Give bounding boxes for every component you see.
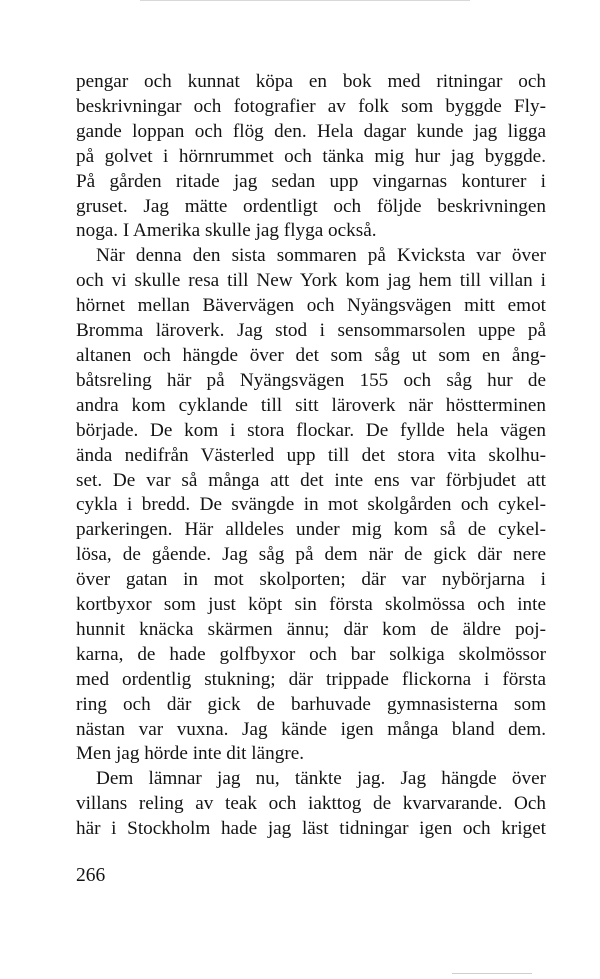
text-line: ring och där gick de barhuvade gymnasisterna som	[76, 693, 546, 715]
text-line: Bromma läroverk. Jag stod i sensommarsolen uppe på	[76, 320, 546, 342]
top-scan-edge	[140, 0, 470, 1]
text-line: här i Stockholm hade jag läst tidningar igen och kriget	[76, 818, 546, 840]
text-line: På gården ritade jag sedan upp vingarnas konturer i	[76, 170, 546, 192]
text-line: beskrivningar och fotografier av folk som byggde Fly-	[76, 95, 546, 117]
text-line: hörnet mellan Bävervägen och Nyängsvägen mitt emot	[76, 295, 546, 317]
text-line: kortbyxor som just köpt sin första skolmössa och inte	[76, 594, 546, 616]
text-line: nästan var vuxna. Jag kände igen många bland dem.	[76, 718, 546, 740]
text-line: parkeringen. Här alldeles under mig kom så de cykel-	[76, 519, 546, 541]
text-line: set. De var så många att det inte ens var förbjudet att	[76, 469, 546, 491]
text-line: cykla i bredd. De svängde in mot skolgården och cykel-	[76, 494, 546, 516]
text-line: Men jag hörde inte dit längre.	[76, 743, 305, 765]
bottom-scan-edge	[452, 973, 532, 974]
text-line: villans reling av teak och iakttog de kvarvarande. Och	[76, 793, 546, 815]
text-line: började. De kom i stora flockar. De fyllde hela vägen	[76, 419, 546, 441]
body-text	[76, 70, 546, 842]
text-line: andra kom cyklande till sitt läroverk när höstterminen	[76, 394, 546, 416]
text-line: lösa, de gående. Jag såg på dem när de gick där nere	[76, 544, 546, 566]
text-line: Dem lämnar jag nu, tänkte jag. Jag hängde över	[96, 768, 546, 790]
text-line: ända nedifrån Västerled upp till det stora vita skolhu-	[76, 444, 546, 466]
text-line: och vi skulle resa till New York kom jag hem till villan i	[76, 270, 546, 292]
text-line: gande loppan och flög den. Hela dagar kunde jag ligga	[76, 120, 546, 142]
text-line: över gatan in mot skolporten; där var nybörjarna i	[76, 569, 546, 591]
paragraph-2	[76, 244, 546, 767]
text-line: karna, de hade golfbyxor och bar solkiga skolmössor	[76, 643, 546, 665]
paragraph-1	[76, 70, 546, 244]
text-line: altanen och hängde över det som såg ut som en ång-	[76, 344, 546, 366]
page-number: 266	[76, 865, 106, 886]
text-line: med ordentlig stukning; där trippade flickorna i första	[76, 668, 546, 690]
text-line: gruset. Jag mätte ordentligt och följde beskrivningen	[76, 195, 546, 217]
text-line: hunnit knäcka skärmen ännu; där kom de äldre poj-	[76, 618, 546, 640]
text-line: på golvet i hörnrummet och tänka mig hur jag byggde.	[76, 145, 546, 167]
text-line: pengar och kunnat köpa en bok med ritningar och	[76, 71, 546, 92]
text-line: När denna den sista sommaren på Kvicksta var över	[96, 245, 546, 267]
paragraph-3	[76, 767, 546, 842]
text-line: båtsreling här på Nyängsvägen 155 och såg hur de	[76, 369, 546, 391]
text-line: noga. I Amerika skulle jag flyga också.	[76, 220, 377, 242]
